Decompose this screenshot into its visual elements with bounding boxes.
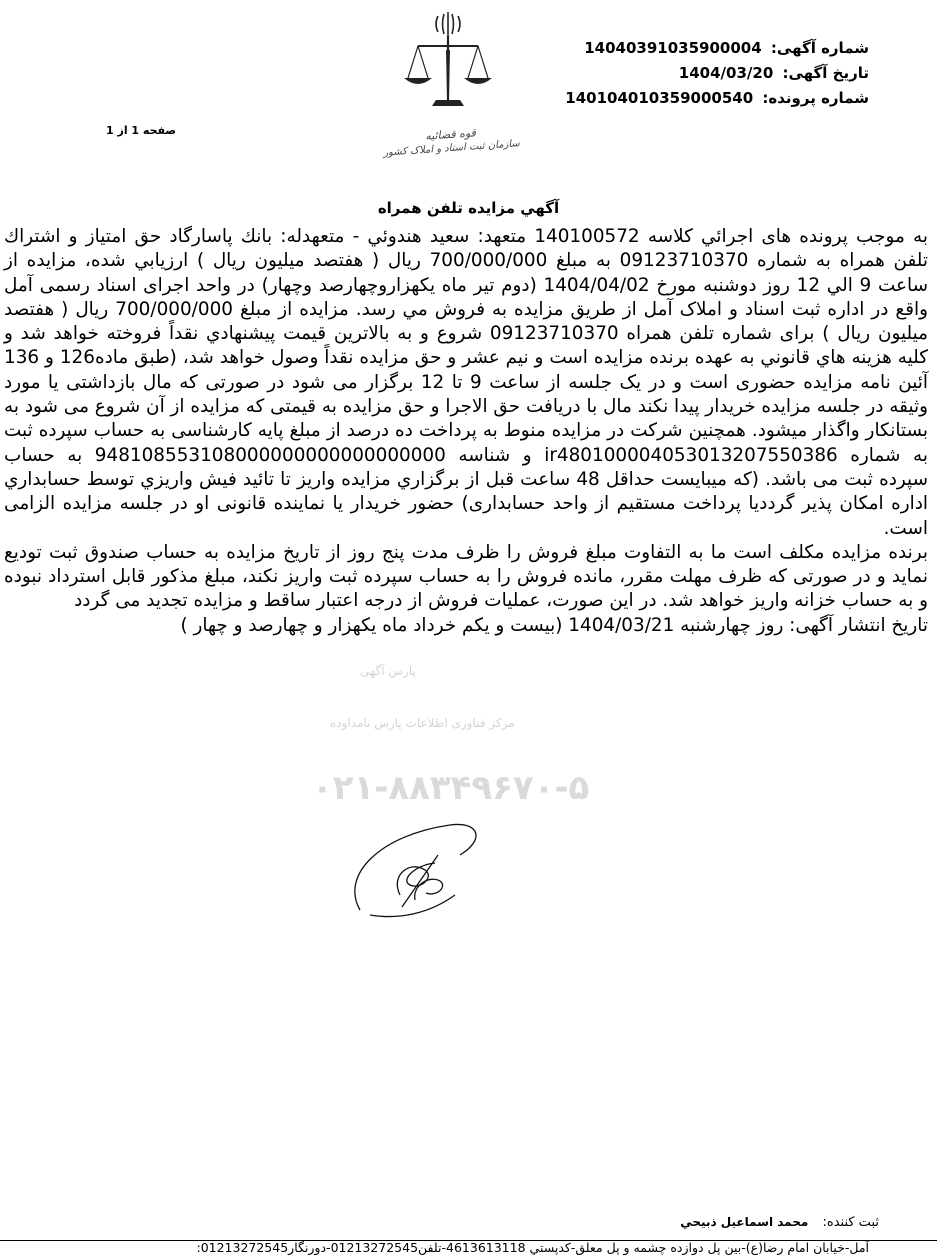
ad-date-label: تاریخ آگهی: xyxy=(782,64,869,82)
case-number: 140104010359000540 xyxy=(565,89,754,107)
case-number-row xyxy=(565,86,869,111)
watermark-phone: ۰۲۱-۸۸۳۴۹۶۷۰-۵ xyxy=(312,768,590,808)
emblem-caption-line2: سازمان ثبت اسناد و املاک کشور xyxy=(382,138,521,159)
body-paragraph-1: به موجب پرونده های اجرائي كلاسه 140100572 متعهد: سعيد هندوئي - متعهدله: بانك پاسارگاد حق امتياز و اشتراك تلفن همراه به شماره 09123710370 به مبلغ 700/000/000 ريال ( هفتصد ميليون ريال ) ارزيابي شده، مزايده از ساعت 9 الي 12 روز دوشنبه مورخ 1404/04/02 (دوم تير ماه يكهزاروچهارصد وچهار) در واحد اجرای اسناد رسمی آمل واقع در اداره ثبت اسناد و املاک آمل از طريق مزايده به فروش مي رسد. مزايده از مبلغ 700/000/000 ريال ( هفتصد ميليون ريال ) براى شماره تلفن همراه 09123710370 شروع و به بالاترين قيمت پيشنهادي نقداً فروخته خواهد شد و كليه هزينه هاي قانوني به عهده برنده مزايده است و نيم عشر و حق مزايده نقداً وصول خواهد شد، (طبق ماده126 و 136 آئين نامه مزايده حضوری است و در یک جلسه از ساعت 9 تا 12 برگزار می شود در صورتی که مال بازداشتی یا مورد وثیقه در جلسه مزایده خریدار پیدا نکند مال با دریافت حق الاجرا و حق مزایده به قیمتی که مزایده از آن شروع می شود به بستانکار واگذار میشود. همچنین شرکت در مزایده منوط به پرداخت ده درصد از مبلغ پایه کارشناسی به حساب سپرده ثبت به شماره ir480100004053013207550386 و شناسه 948108553108000000000000000000 به حساب سپرده ثبت می باشد. (كه ميبايست حداقل 48 ساعت قبل از برگزاري مزايده واريز تا تائيد فيش واريزي توسط حسابداري اداره امكان پذير گرددیا پرداخت مستقیم از واحد حسابداری) حضور خریدار یا نماینده قانونی او در جلسه مزایده الزامی است. xyxy=(4,226,929,539)
ad-date: 1404/03/20 xyxy=(678,64,774,82)
case-number-label: شماره پرونده: xyxy=(762,89,869,107)
watermark-subtitle: مرکز فناوری اطلاعات پارس نامداوده xyxy=(330,716,515,730)
ad-title: آگهي مزايده تلفن همراه xyxy=(377,199,560,217)
signature-icon xyxy=(340,815,490,925)
ad-number-row xyxy=(565,36,869,61)
publish-date-line: تاريخ انتشار آگهی: روز چهارشنبه 1404/03/21 (بيست و يكم خرداد ماه يكهزار و چهارصد و چهار ) xyxy=(180,614,928,636)
registrar-name: محمد اسماعيل ذبيحي xyxy=(680,1215,809,1229)
ad-meta-block xyxy=(565,36,869,111)
ad-number: 14040391035900004 xyxy=(584,39,762,57)
page-number: صفحه 1 از 1 xyxy=(106,124,177,137)
ad-body xyxy=(4,225,928,638)
registrar-label: ثبت كننده: xyxy=(822,1215,879,1230)
watermark-company: پارس آگهی xyxy=(360,664,416,678)
registrar xyxy=(680,1215,879,1230)
emblem-caption-line1: قوه قضائیه xyxy=(424,126,477,143)
body-paragraph-2: برنده مزايده مكلف است ما به التفاوت مبلغ فروش را ظرف مدت پنج روز از تاريخ مزايده به حساب صندوق ثبت توديع نمايد و در صورتی كه ظرف مهلت مقرر، مانده فروش را به حساب سپرده ثبت واريز نكند، مبلغ مذكور قابل استرداد نبوده و به حساب خزانه واريز خواهد شد. در اين صورت، عمليات فروش از درجه اعتبار ساقط و مزايده تجديد مى گردد xyxy=(4,541,928,612)
footer-address: آمل-خيابان امام رضا(ع)-بين پل دوازده چشمه و پل معلق-كدپستي 4613613118-تلفن01213272545-دورنگار01213272545: xyxy=(196,1240,869,1255)
ad-date-row xyxy=(565,61,869,86)
ad-number-label: شماره آگهی: xyxy=(770,39,869,57)
